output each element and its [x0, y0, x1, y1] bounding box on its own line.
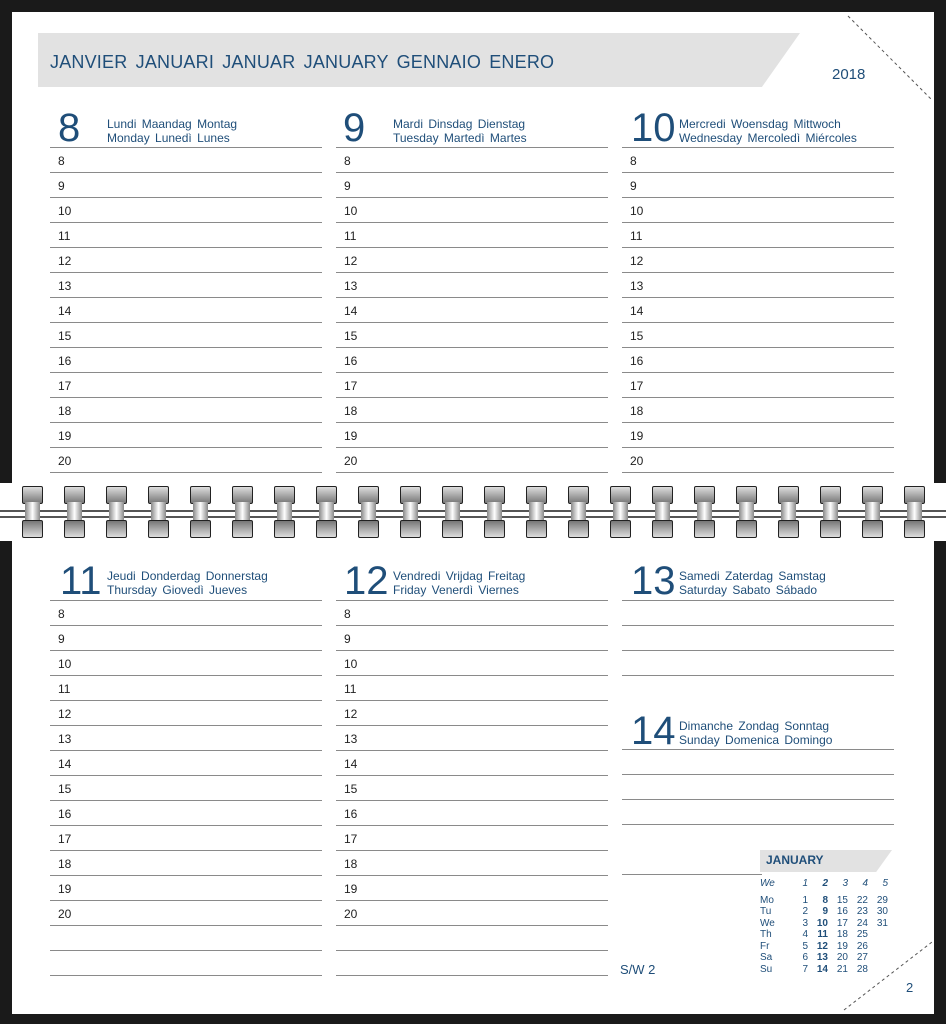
hour-row[interactable]	[50, 800, 322, 825]
spiral-ring	[568, 486, 589, 538]
day-names-line1: Lundi Maandag Montag	[107, 117, 238, 131]
hour-row[interactable]	[336, 147, 608, 172]
day-names-line1: Samedi Zaterdag Samstag	[679, 569, 826, 583]
hour-label: 11	[58, 229, 71, 243]
calendar-date[interactable]: 8	[822, 894, 828, 906]
hour-label: 15	[58, 329, 72, 343]
page-corner-fold-icon	[844, 14, 934, 104]
hour-label: 18	[630, 404, 644, 418]
hour-label: 19	[344, 882, 358, 896]
day-names-line2: Sunday Domenica Domingo	[679, 733, 833, 747]
hour-row[interactable]	[50, 447, 322, 472]
hour-row[interactable]	[336, 347, 608, 372]
hour-label: 18	[344, 404, 358, 418]
hour-label: 17	[344, 832, 358, 846]
spiral-ring	[274, 486, 295, 538]
hour-row[interactable]	[336, 625, 608, 650]
hour-row[interactable]	[50, 875, 322, 900]
calendar-date[interactable]: 17	[836, 917, 848, 929]
hour-label: 19	[344, 429, 358, 443]
week-number: 3	[842, 878, 848, 890]
calendar-date[interactable]: 10	[816, 917, 828, 929]
hour-label: 18	[58, 857, 72, 871]
hour-row[interactable]	[336, 675, 608, 700]
day-names-line2: Friday Venerdì Viernes	[393, 583, 519, 597]
day-names-line1: Mercredi Woensdag Mittwoch	[679, 117, 841, 131]
hour-list-12	[336, 600, 608, 1000]
hour-row[interactable]	[50, 850, 322, 875]
hour-row[interactable]	[336, 850, 608, 875]
calendar-date[interactable]: 13	[816, 952, 828, 964]
calendar-date[interactable]: 1	[802, 894, 808, 906]
week-row-label: We	[760, 878, 775, 890]
spiral-ring	[190, 486, 211, 538]
hour-row[interactable]	[622, 222, 894, 247]
note-line[interactable]	[622, 749, 894, 774]
hour-row[interactable]	[50, 147, 322, 172]
hour-row[interactable]	[50, 775, 322, 800]
hour-label: 9	[58, 632, 65, 646]
day-names	[393, 569, 525, 597]
spiral-ring	[862, 486, 883, 538]
hour-label: 14	[58, 757, 72, 771]
hour-row[interactable]	[622, 397, 894, 422]
spiral-ring	[820, 486, 841, 538]
hour-label: 16	[344, 354, 358, 368]
calendar-date[interactable]: 23	[856, 906, 868, 918]
hour-label: 20	[58, 907, 72, 921]
hour-row[interactable]	[336, 222, 608, 247]
hour-row[interactable]	[336, 725, 608, 750]
calendar-date[interactable]: 19	[836, 940, 848, 952]
day-names	[107, 569, 268, 597]
hour-label: 16	[58, 807, 72, 821]
calendar-date[interactable]: 2	[802, 906, 808, 918]
spiral-ring	[232, 486, 253, 538]
hour-row[interactable]	[50, 272, 322, 297]
hour-label: 13	[344, 732, 358, 746]
calendar-date[interactable]: 29	[876, 894, 888, 906]
calendar-date[interactable]: 31	[876, 917, 888, 929]
day-number: 11	[60, 559, 102, 603]
hour-label: 15	[344, 329, 358, 343]
spiral-ring	[694, 486, 715, 538]
hour-row[interactable]	[336, 447, 608, 472]
spiral-ring	[736, 486, 757, 538]
hour-row[interactable]	[336, 397, 608, 422]
note-lines-14	[622, 749, 894, 849]
hour-row[interactable]	[336, 297, 608, 322]
day-names	[107, 117, 237, 145]
week-number-label: S/W 2	[620, 962, 656, 977]
hour-label: 16	[344, 807, 358, 821]
hour-row[interactable]	[336, 825, 608, 850]
mini-calendar-row	[760, 918, 888, 930]
week-number: 4	[862, 878, 868, 890]
hour-label: 19	[58, 882, 72, 896]
note-line[interactable]	[50, 925, 322, 950]
hour-list-8	[50, 147, 322, 473]
hour-label: 10	[630, 204, 644, 218]
day-names-line1: Dimanche Zondag Sonntag	[679, 719, 830, 733]
hour-label: 17	[344, 379, 358, 393]
day-number: 9	[343, 106, 366, 150]
hour-row[interactable]	[336, 800, 608, 825]
hour-row[interactable]	[336, 700, 608, 725]
hour-label: 20	[344, 907, 358, 921]
hour-row[interactable]	[622, 372, 894, 397]
hour-label: 17	[630, 379, 644, 393]
hour-row[interactable]	[622, 347, 894, 372]
hour-row[interactable]	[336, 875, 608, 900]
hour-label: 11	[58, 682, 71, 696]
day-names	[679, 569, 826, 597]
hour-row[interactable]	[336, 422, 608, 447]
calendar-date[interactable]: 22	[856, 894, 868, 906]
calendar-date[interactable]: 15	[836, 894, 848, 906]
note-line[interactable]	[622, 650, 894, 675]
hour-label: 11	[630, 229, 643, 243]
hour-row[interactable]	[50, 700, 322, 725]
spiral-ring	[106, 486, 127, 538]
hour-label: 12	[58, 707, 72, 721]
hour-row[interactable]	[622, 447, 894, 472]
hour-row[interactable]	[50, 197, 322, 222]
hour-row[interactable]	[336, 900, 608, 925]
day-names-line2: Monday Lunedì Lunes	[107, 131, 230, 145]
hour-label: 15	[344, 782, 358, 796]
day-names	[679, 117, 857, 145]
hour-label: 8	[344, 154, 351, 168]
hour-label: 14	[344, 304, 358, 318]
hour-row[interactable]	[50, 397, 322, 422]
hour-row[interactable]	[336, 247, 608, 272]
hour-list-9	[336, 147, 608, 473]
calendar-date[interactable]: 5	[802, 940, 808, 952]
day-names-line2: Saturday Sabato Sábado	[679, 583, 818, 597]
hour-row[interactable]	[336, 172, 608, 197]
page-corner-fold-icon	[842, 940, 934, 1014]
hour-row[interactable]	[50, 825, 322, 850]
spiral-ring	[442, 486, 463, 538]
hour-row[interactable]	[622, 147, 894, 172]
hour-label: 10	[344, 657, 358, 671]
day-number: 12	[344, 559, 389, 603]
mini-calendar-title: JANUARY	[766, 853, 824, 867]
hour-label: 8	[58, 607, 65, 621]
mini-calendar-week-row	[760, 878, 888, 890]
calendar-date[interactable]: 27	[856, 952, 868, 964]
hour-row[interactable]	[50, 650, 322, 675]
hour-label: 12	[344, 254, 358, 268]
hour-label: 11	[344, 229, 357, 243]
note-line[interactable]	[622, 675, 894, 700]
hour-label: 14	[630, 304, 644, 318]
hour-row[interactable]	[336, 322, 608, 347]
note-line[interactable]	[622, 799, 894, 824]
hour-list-10	[622, 147, 894, 473]
spine-line	[0, 516, 946, 518]
note-line[interactable]	[336, 925, 608, 950]
hour-label: 14	[344, 757, 358, 771]
spiral-ring	[484, 486, 505, 538]
calendar-date[interactable]: 28	[856, 963, 868, 975]
mini-calendar-row	[760, 906, 888, 918]
spiral-ring	[316, 486, 337, 538]
calendar-date[interactable]: 12	[816, 940, 828, 952]
hour-row[interactable]	[50, 247, 322, 272]
hour-label: 13	[58, 732, 72, 746]
weekday-label: Th	[760, 929, 772, 941]
hour-row[interactable]	[336, 750, 608, 775]
hour-label: 16	[58, 354, 72, 368]
day-names-line2: Thursday Giovedì Jueves	[107, 583, 248, 597]
note-line[interactable]	[622, 874, 762, 899]
mini-calendar-row	[760, 929, 888, 941]
day-number: 8	[58, 106, 81, 150]
note-line[interactable]	[622, 600, 894, 625]
week-number: 5	[882, 878, 888, 890]
hour-label: 14	[58, 304, 72, 318]
hour-list-bottom-rule	[50, 472, 322, 473]
hour-row[interactable]	[622, 297, 894, 322]
hour-label: 20	[630, 454, 644, 468]
note-line[interactable]	[50, 950, 322, 975]
spine-line	[0, 510, 946, 512]
hour-row[interactable]	[50, 675, 322, 700]
hour-list-11	[50, 600, 322, 1000]
day-names-line1: Vendredi Vrijdag Freitag	[393, 569, 526, 583]
note-line[interactable]	[336, 950, 608, 975]
spiral-ring	[148, 486, 169, 538]
calendar-date[interactable]: 11	[817, 929, 828, 941]
hour-label: 13	[58, 279, 72, 293]
hour-row[interactable]	[50, 347, 322, 372]
hour-label: 13	[344, 279, 358, 293]
calendar-date[interactable]: 24	[856, 917, 868, 929]
spiral-ring	[64, 486, 85, 538]
hour-row[interactable]	[336, 272, 608, 297]
day-names-line2: Wednesday Mercoledì Miércoles	[679, 131, 857, 145]
spiral-ring	[526, 486, 547, 538]
week-number: 1	[802, 878, 808, 890]
calendar-date[interactable]: 3	[802, 917, 808, 929]
hour-label: 8	[58, 154, 65, 168]
hour-label: 11	[344, 682, 357, 696]
hour-list-bottom-rule	[622, 472, 894, 473]
month-names: JANVIER JANUARI JANUAR JANUARY GENNAIO ENERO	[50, 52, 555, 72]
weekday-label: Sa	[760, 952, 773, 964]
note-line[interactable]	[622, 625, 894, 650]
hour-label: 10	[344, 204, 358, 218]
spiral-ring	[778, 486, 799, 538]
hour-row[interactable]	[622, 172, 894, 197]
calendar-date[interactable]: 4	[802, 929, 808, 941]
day-names-line1: Jeudi Donderdag Donnerstag	[107, 569, 268, 583]
hour-row[interactable]	[336, 372, 608, 397]
note-lines-13	[622, 600, 894, 700]
hour-row[interactable]	[336, 775, 608, 800]
spiral-ring	[610, 486, 631, 538]
page-number: 2	[906, 980, 914, 995]
hour-label: 9	[344, 632, 351, 646]
hour-label: 12	[344, 707, 358, 721]
hour-row[interactable]	[50, 750, 322, 775]
hour-row[interactable]	[622, 422, 894, 447]
hour-row[interactable]	[50, 297, 322, 322]
day-names	[679, 719, 832, 747]
calendar-date[interactable]: 14	[816, 963, 828, 975]
hour-label: 15	[630, 329, 644, 343]
hour-row[interactable]	[336, 197, 608, 222]
calendar-date[interactable]: 21	[836, 963, 848, 975]
hour-label: 17	[58, 379, 72, 393]
hour-row[interactable]	[50, 222, 322, 247]
weekday-label: Su	[760, 963, 773, 975]
hour-label: 19	[630, 429, 644, 443]
hour-label: 19	[58, 429, 72, 443]
hour-row[interactable]	[50, 900, 322, 925]
note-line[interactable]	[622, 824, 894, 849]
year-label: 2018	[832, 66, 866, 83]
hour-label: 12	[58, 254, 72, 268]
calendar-date[interactable]: 20	[836, 952, 848, 964]
hour-label: 9	[344, 179, 351, 193]
hour-label: 12	[630, 254, 644, 268]
day-names-line1: Mardi Dinsdag Dienstag	[393, 117, 526, 131]
hour-row[interactable]	[336, 600, 608, 625]
day-names	[393, 117, 527, 145]
day-number: 13	[631, 559, 676, 603]
hour-row[interactable]	[336, 650, 608, 675]
calendar-date[interactable]	[868, 929, 888, 941]
weekday-label: Tu	[760, 906, 772, 918]
hour-label: 18	[58, 404, 72, 418]
spiral-ring	[400, 486, 421, 538]
spiral-ring	[22, 486, 43, 538]
hour-label: 8	[630, 154, 637, 168]
calendar-date[interactable]: 6	[802, 952, 808, 964]
calendar-date[interactable]: 25	[856, 929, 868, 941]
hour-label: 20	[58, 454, 72, 468]
calendar-date[interactable]: 16	[836, 906, 848, 918]
hour-label: 8	[344, 607, 351, 621]
hour-label: 20	[344, 454, 358, 468]
hour-label: 10	[58, 204, 72, 218]
spiral-binding	[0, 483, 946, 541]
hour-label: 18	[344, 857, 358, 871]
hour-row[interactable]	[50, 625, 322, 650]
hour-row[interactable]	[50, 372, 322, 397]
hour-row[interactable]	[622, 197, 894, 222]
weekday-label: Mo	[760, 894, 774, 906]
note-line[interactable]	[50, 975, 322, 1000]
calendar-date[interactable]: 7	[802, 963, 808, 975]
hour-label: 10	[58, 657, 72, 671]
hour-label: 15	[58, 782, 72, 796]
note-line[interactable]	[622, 774, 894, 799]
weekday-label: Fr	[760, 940, 770, 952]
note-line[interactable]	[336, 975, 608, 1000]
hour-row[interactable]	[622, 247, 894, 272]
hour-label: 17	[58, 832, 72, 846]
hour-list-bottom-rule	[336, 472, 608, 473]
hour-row[interactable]	[622, 322, 894, 347]
hour-label: 9	[58, 179, 65, 193]
week-number: 2	[822, 878, 828, 890]
mini-calendar-row	[760, 895, 888, 907]
spiral-ring	[358, 486, 379, 538]
hour-label: 16	[630, 354, 644, 368]
hour-row[interactable]	[50, 600, 322, 625]
day-names-line2: Tuesday Martedì Martes	[393, 131, 527, 145]
hour-label: 13	[630, 279, 644, 293]
note-lines-extra	[622, 874, 762, 899]
calendar-date[interactable]: 30	[876, 906, 888, 918]
weekday-label: We	[760, 917, 775, 929]
hour-row[interactable]	[50, 422, 322, 447]
calendar-date[interactable]: 26	[856, 940, 868, 952]
hour-label: 9	[630, 179, 637, 193]
spiral-ring	[904, 486, 925, 538]
day-number: 10	[631, 106, 676, 150]
spiral-ring	[652, 486, 673, 538]
hour-row[interactable]	[50, 725, 322, 750]
calendar-date[interactable]: 18	[836, 929, 848, 941]
hour-row[interactable]	[50, 322, 322, 347]
hour-row[interactable]	[622, 272, 894, 297]
calendar-date[interactable]: 9	[822, 906, 828, 918]
hour-row[interactable]	[50, 172, 322, 197]
day-number: 14	[631, 709, 676, 753]
